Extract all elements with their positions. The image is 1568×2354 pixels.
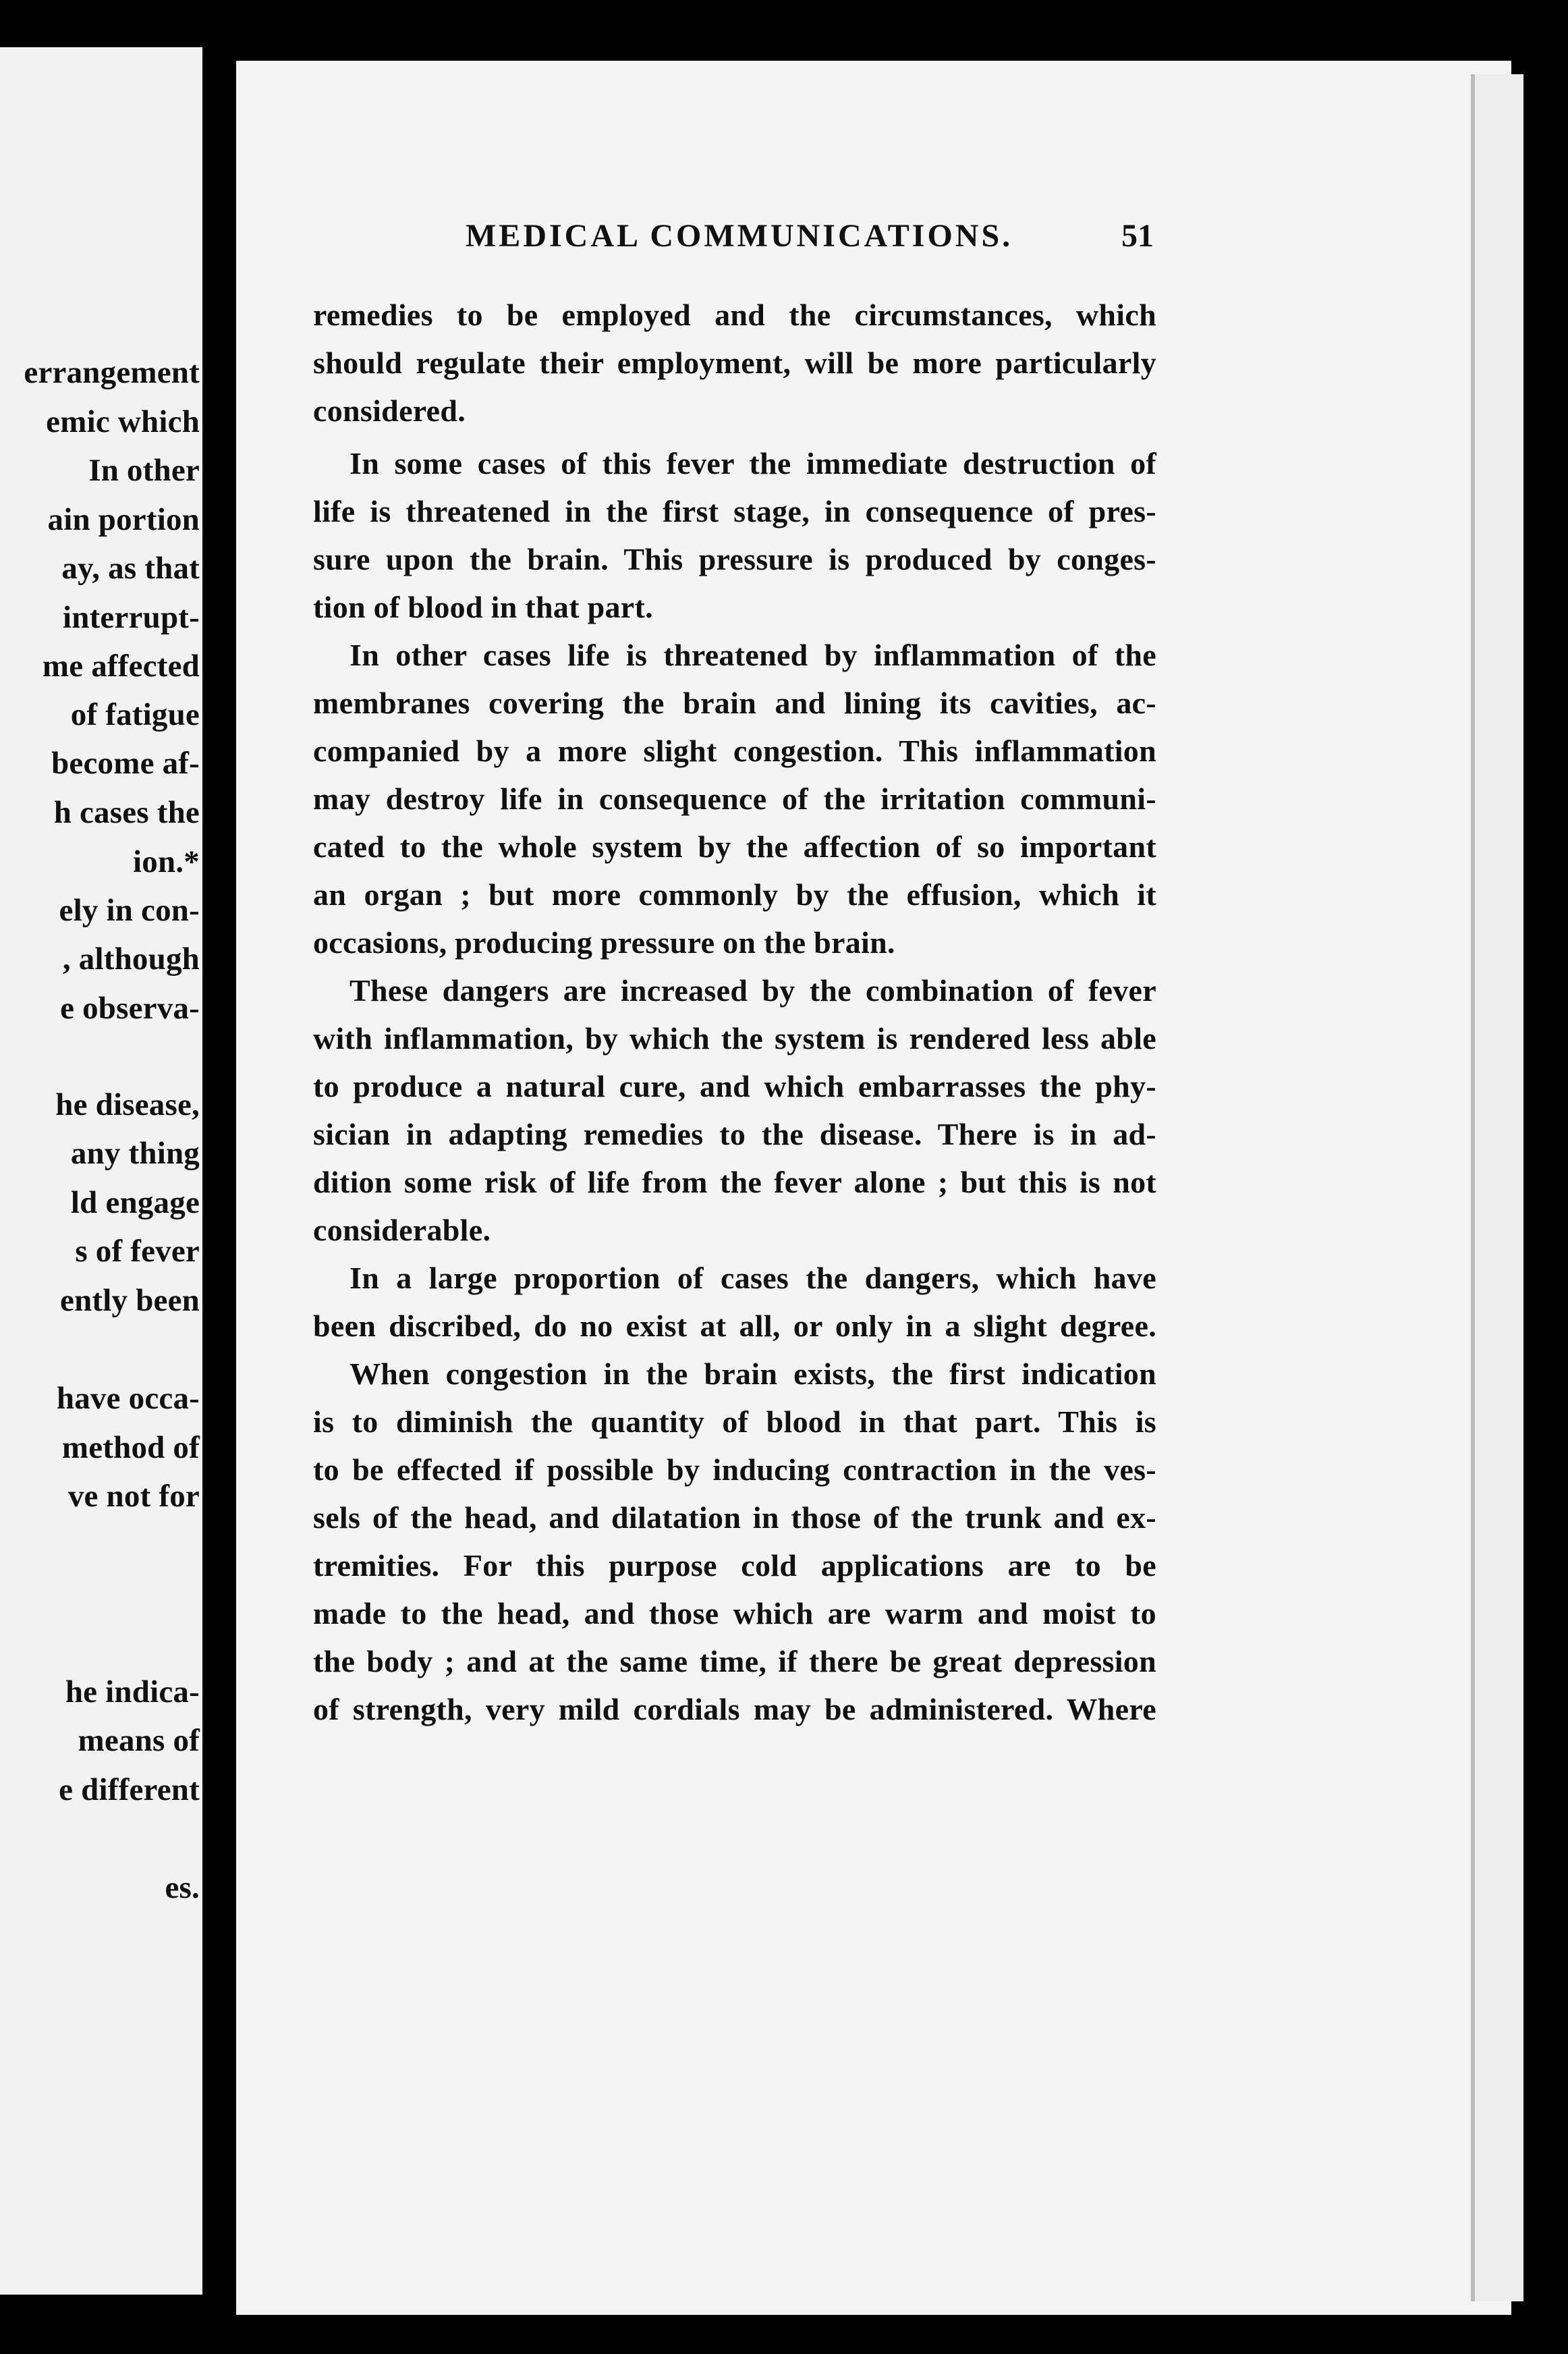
facing-page-fragment	[0, 47, 202, 2295]
body-line: When congestion in the brain exists, the first indication	[349, 1357, 1156, 1391]
left-text-fragment: es.	[165, 1870, 200, 1905]
left-text-fragment: e observa-	[60, 991, 200, 1026]
body-line: been discribed, do no exist at all, or only in a slight degree.	[313, 1309, 1156, 1343]
left-text-fragment: interrupt-	[62, 600, 200, 635]
body-line: to be effected if possible by inducing contraction in the ves-	[313, 1452, 1156, 1487]
body-line: may destroy life in consequence of the irritation communi-	[313, 782, 1156, 816]
left-text-fragment: ld engage	[70, 1185, 200, 1220]
body-line: sician in adapting remedies to the disease. There is in ad-	[313, 1117, 1156, 1151]
left-text-fragment: he indica-	[65, 1674, 200, 1709]
body-line: an organ ; but more commonly by the effusion, which it	[313, 877, 1156, 912]
page-edge	[1471, 74, 1523, 2301]
left-text-fragment: s of fever	[75, 1234, 200, 1269]
left-text-fragment: In other	[88, 453, 200, 488]
running-head: MEDICAL COMMUNICATIONS.	[466, 218, 1013, 254]
body-line: the body ; and at the same time, if there be great depression	[313, 1644, 1156, 1678]
left-text-fragment: ion.*	[133, 844, 200, 879]
body-line: should regulate their employment, will be more particularly	[313, 346, 1156, 380]
left-text-fragment: errangement	[24, 355, 200, 390]
body-line: with inflammation, by which the system is rendered less able	[313, 1021, 1156, 1056]
left-text-fragment: e different	[59, 1772, 200, 1807]
body-line: to produce a natural cure, and which embarrasses the phy-	[313, 1069, 1156, 1103]
left-text-fragment: ely in con-	[59, 893, 200, 928]
left-text-fragment: h cases the	[53, 795, 200, 830]
body-line: considered.	[313, 393, 466, 428]
body-line: membranes covering the brain and lining its cavities, ac-	[313, 686, 1156, 720]
body-line: sure upon the brain. This pressure is produced by conges-	[313, 542, 1156, 576]
body-line: is to diminish the quantity of blood in that part. This is	[313, 1404, 1156, 1439]
body-line: tremities. For this purpose cold applications are to be	[313, 1548, 1156, 1583]
left-text-fragment: method of	[61, 1430, 200, 1465]
page-gutter	[221, 88, 236, 2308]
left-text-fragment: ay, as that	[61, 551, 200, 586]
body-line: In other cases life is threatened by inflammation of the	[349, 638, 1156, 672]
left-text-fragment: of fatigue	[70, 697, 200, 732]
left-text-fragment: become af-	[51, 746, 200, 781]
left-text-fragment: he disease,	[55, 1087, 200, 1122]
body-line: of strength, very mild cordials may be administered. Where	[313, 1692, 1156, 1726]
left-text-fragment: ain portion	[47, 502, 200, 537]
left-text-fragment: ve not for	[67, 1479, 200, 1514]
body-line: These dangers are increased by the combination of fever	[349, 973, 1156, 1008]
left-text-fragment: means of	[78, 1723, 200, 1758]
body-line: dition some risk of life from the fever alone ; but this is not	[313, 1165, 1156, 1199]
page-number: 51	[1121, 218, 1154, 254]
body-line: In a large proportion of cases the dangers, which have	[349, 1261, 1156, 1295]
left-text-fragment: ently been	[60, 1283, 200, 1318]
body-line: In some cases of this fever the immediate destruction of	[349, 446, 1156, 481]
body-line: life is threatened in the first stage, in consequence of pres-	[313, 494, 1156, 528]
body-line: remedies to be employed and the circumstances, which	[313, 298, 1156, 332]
left-text-fragment: , although	[62, 941, 200, 977]
body-line: sels of the head, and dilatation in those of the trunk and ex-	[313, 1500, 1156, 1535]
left-text-fragment: emic which	[46, 404, 200, 439]
body-line: companied by a more slight congestion. This inflammation	[313, 734, 1156, 768]
body-line: tion of blood in that part.	[313, 590, 653, 624]
body-line: considerable.	[313, 1213, 491, 1247]
body-line: cated to the whole system by the affection of so important	[313, 829, 1156, 864]
left-text-fragment: me affected	[42, 649, 200, 684]
body-line: occasions, producing pressure on the brain.	[313, 925, 895, 960]
left-text-fragment: have occa-	[56, 1381, 200, 1416]
body-line: made to the head, and those which are warm and moist to	[313, 1596, 1156, 1631]
left-text-fragment: any thing	[70, 1136, 200, 1171]
